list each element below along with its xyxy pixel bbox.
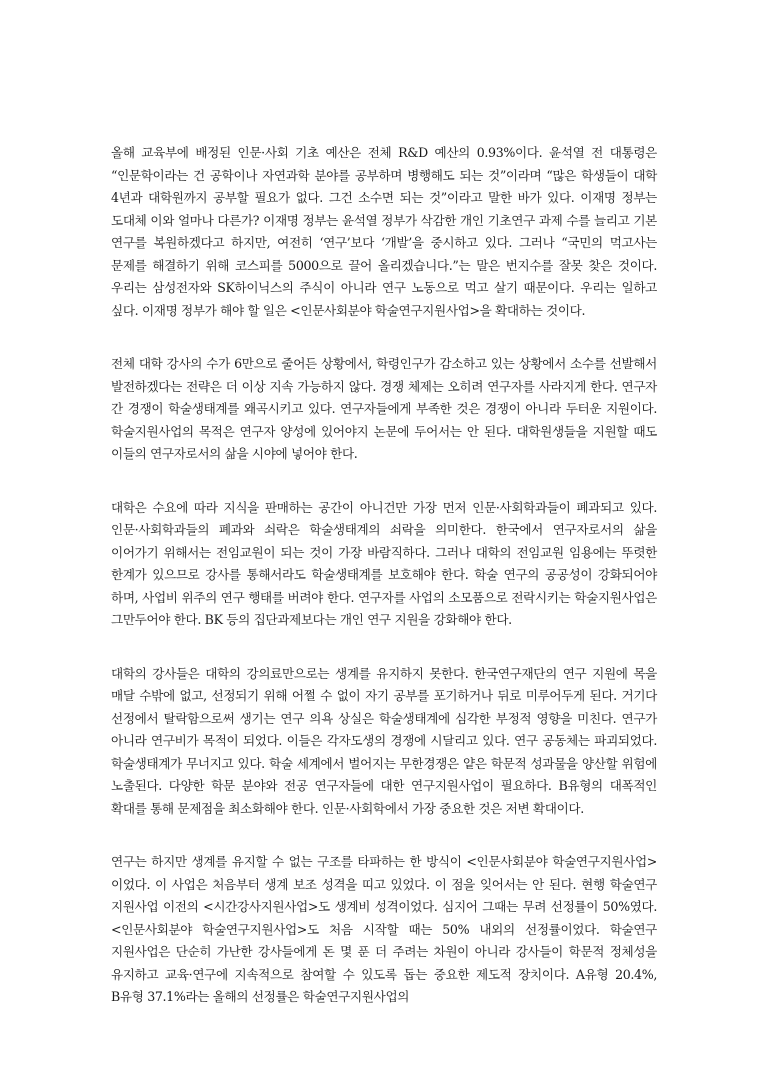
- document-body: [111, 142, 657, 1040]
- paragraph-2: 전체 대학 강사의 수가 6만으로 줄어든 상황에서, 학령인구가 감소하고 있는 상황에서 소수를 선발해서 발전하겠다는 전략은 더 이상 지속 가능하지 않다. 경쟁 체제는 오히려 연구자를 사라지게 한다. 연구자 간 경쟁이 학술생태계를 왜곡시키고 있다. 연구자들에게 부족한 것은 경쟁이 아니라 두터운 지원이다. 학술지원사업의 목적은 연구자 양성에 있어야지 논문에 두어서는 안 된다. 대학원생들을 지원할 때도 이들의 연구자로서의 삶을 시야에 넣어야 한다.: [111, 356, 657, 461]
- paragraph-3: 대학은 수요에 따라 지식을 판매하는 공간이 아니건만 가장 먼저 인문·사회학과들이 폐과되고 있다. 인문·사회학과들의 폐과와 쇠락은 학술생태계의 쇠락을 의미한다. 한국에서 연구자로서의 삶을 이어가기 위해서는 전임교원이 되는 것이 가장 바람직하다. 그러나 대학의 전임교원 임용에는 뚜렷한 한계가 있으므로 강사를 통해서라도 학술생태계를 보호해야 한다. 학술 연구의 공공성이 강화되어야 하며, 사업비 위주의 연구 행태를 버려야 한다. 연구자를 사업의 소모품으로 전락시키는 학술지원사업은 그만두어야 한다. BK 등의 집단과제보다는 개인 연구 지원을 강화해야 한다.: [111, 499, 657, 627]
- paragraph-1: 올해 교육부에 배정된 인문·사회 기초 예산은 전체 R&D 예산의 0.93%이다. 윤석열 전 대통령은 “인문학이라는 건 공학이나 자연과학 분야를 공부하며 병행해도 되는 것”이라며 “많은 학생들이 대학 4년과 대학원까지 공부할 필요가 없다. 그건 소수면 되는 것”이라고 말한 바가 있다. 이재명 정부는 도대체 이와 얼마나 다른가? 이재명 정부는 윤석열 정부가 삭감한 개인 기초연구 과제 수를 늘리고 기본 연구를 복원하겠다고 하지만, 여전히 ‘연구’보다 ‘개발’을 중시하고 있다. 그러나 “국민의 먹고사는 문제를 해결하기 위해 코스피를 5000으로 끌어 올리겠습니다.”는 말은 번지수를 잘못 찾은 것이다. 우리는 삼성전자와 SK하이닉스의 주식이 아니라 연구 노동으로 먹고 살기 때문이다. 우리는 일하고 싶다. 이재명 정부가 해야 할 일은 <인문사회분야 학술연구지원사업>을 확대하는 것이다.: [111, 145, 657, 318]
- paragraph-4: 대학의 강사들은 대학의 강의료만으로는 생계를 유지하지 못한다. 한국연구재단의 연구 지원에 목을 매달 수밖에 없고, 선정되기 위해 어쩔 수 없이 자기 공부를 포기하거나 뒤로 미루어두게 된다. 거기다 선정에서 탈락함으로써 생기는 연구 의욕 상실은 학술생태계에 심각한 부정적 영향을 미친다. 연구가 아니라 연구비가 목적이 되었다. 이들은 각자도생의 경쟁에 시달리고 있다. 연구 공동체는 파괴되었다. 학술생태계가 무너지고 있다. 학술 세계에서 벌어지는 무한경쟁은 얕은 학문적 성과물을 양산할 위험에 노출된다. 다양한 학문 분야와 전공 연구자들에 대한 연구지원사업이 필요하다. B유형의 대폭적인 확대를 통해 문제점을 최소화해야 한다. 인문·사회학에서 가장 중요한 것은 저변 확대이다.: [111, 665, 657, 816]
- paragraph-5: 연구는 하지만 생계를 유지할 수 없는 구조를 타파하는 한 방식이 <인문사회분야 학술연구지원사업>이었다. 이 사업은 처음부터 생계 보조 성격을 띠고 있었다. 이 점을 잊어서는 안 된다. 현행 학술연구 지원사업 이전의 <시간강사지원사업>도 생계비 성격이었다. 심지어 그때는 무려 선정률이 50%였다. <인문사회분야 학술연구지원사업>도 처음 시작할 때는 50% 내외의 선정률이었다. 학술연구 지원사업은 단순히 가난한 강사들에게 돈 몇 푼 더 주려는 차원이 아니라 강사들이 학문적 정체성을 유지하고 교육·연구에 지속적으로 참여할 수 있도록 돕는 중요한 제도적 장치이다. A유형 20.4%, B유형 37.1%라는 올해의 선정률은 학술연구지원사업의: [111, 854, 657, 1004]
